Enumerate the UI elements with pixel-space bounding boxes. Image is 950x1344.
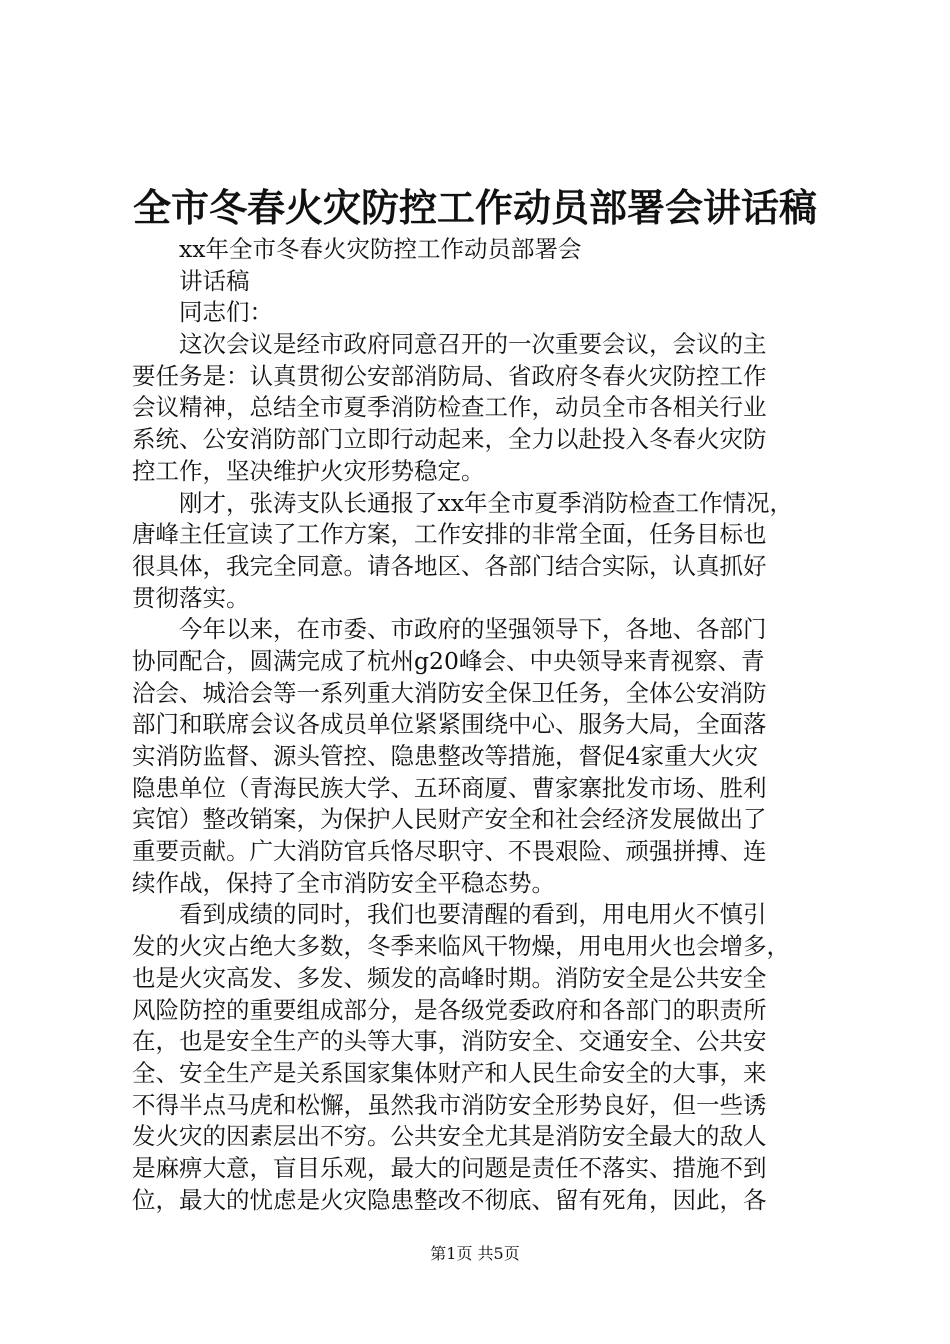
paragraph-line: 控工作，坚决维护火灾形势稳定。 <box>132 456 485 485</box>
paragraph-line: 部门和联席会议各成员单位紧紧围绕中心、服务大局，全面落 <box>132 710 767 739</box>
paragraph-line: 这次会议是经市政府同意召开的一次重要会议，会议的主 <box>179 330 767 359</box>
document-title: 全市冬春火灾防控工作动员部署会讲话稿 <box>132 185 817 230</box>
paragraph-line: 也是火灾高发、多发、频发的高峰时期。消防安全是公共安全 <box>132 963 767 992</box>
paragraph-line: 位，最大的忧虑是火灾隐患整改不彻底、留有死角，因此，各 <box>132 1185 767 1214</box>
paragraph-line: 不得半点马虎和松懈，虽然我市消防安全形势良好，但一些诱 <box>132 1090 767 1119</box>
paragraph-line: 系统、公安消防部门立即行动起来，全力以赴投入冬春火灾防 <box>132 425 767 454</box>
paragraph-line: 是麻痹大意，盲目乐观，最大的问题是责任不落实、措施不到 <box>132 1153 767 1182</box>
paragraph-line: 风险防控的重要组成部分，是各级党委政府和各部门的职责所 <box>132 995 767 1024</box>
paragraph-line: 很具体，我完全同意。请各地区、各部门结合实际，认真抓好 <box>132 551 767 580</box>
paragraph-line: 重要贡献。广大消防官兵恪尽职守、不畏艰险、顽强拼搏、连 <box>132 837 767 866</box>
paragraph-line: 看到成绩的同时，我们也要清醒的看到，用电用火不慎引 <box>179 900 767 929</box>
paragraph-line: 唐峰主任宣读了工作方案，工作安排的非常全面，任务目标也 <box>132 520 767 549</box>
paragraph-line: 隐患单位（青海民族大学、五环商厦、曹家寨批发市场、胜利 <box>132 773 767 802</box>
paragraph-line: 会议精神，总结全市夏季消防检查工作，动员全市各相关行业 <box>132 393 767 422</box>
paragraph-line: 洽会、城洽会等一系列重大消防安全保卫任务，全体公安消防 <box>132 678 767 707</box>
subtitle-line: 讲话稿 <box>179 266 250 295</box>
paragraph-line: 实消防监督、源头管控、隐患整改等措施，督促4家重大火灾 <box>132 742 758 770</box>
page-number-footer: 第1页 共5页 <box>430 1244 520 1263</box>
salutation-line: 同志们： <box>179 298 273 327</box>
paragraph-line: 今年以来，在市委、市政府的坚强领导下，各地、各部门 <box>179 615 767 644</box>
paragraph-line: 贯彻落实。 <box>132 583 250 612</box>
paragraph-line: 宾馆）整改销案，为保护人民财产安全和社会经济发展做出了 <box>132 805 767 834</box>
paragraph-line: 在，也是安全生产的头等大事，消防安全、交通安全、公共安 <box>132 1027 767 1056</box>
document-body <box>132 234 832 1216</box>
paragraph-line: 发的火灾占绝大多数，冬季来临风干物燥，用电用火也会增多， <box>132 932 790 961</box>
paragraph-line: 发火灾的因素层出不穷。公共安全尤其是消防安全最大的敌人 <box>132 1122 767 1151</box>
paragraph-line: 刚才，张涛支队长通报了xx年全市夏季消防检查工作情况， <box>179 488 794 517</box>
paragraph-line: 全、安全生产是关系国家集体财产和人民生命安全的大事，来 <box>132 1058 767 1087</box>
paragraph-line: 协同配合，圆满完成了杭州g20峰会、中央领导来青视察、青 <box>132 646 765 675</box>
subtitle-line: xx年全市冬春火灾防控工作动员部署会 <box>179 235 582 263</box>
paragraph-line: 要任务是：认真贯彻公安部消防局、省政府冬春火灾防控工作 <box>132 361 767 390</box>
paragraph-line: 续作战，保持了全市消防安全平稳态势。 <box>132 868 555 897</box>
